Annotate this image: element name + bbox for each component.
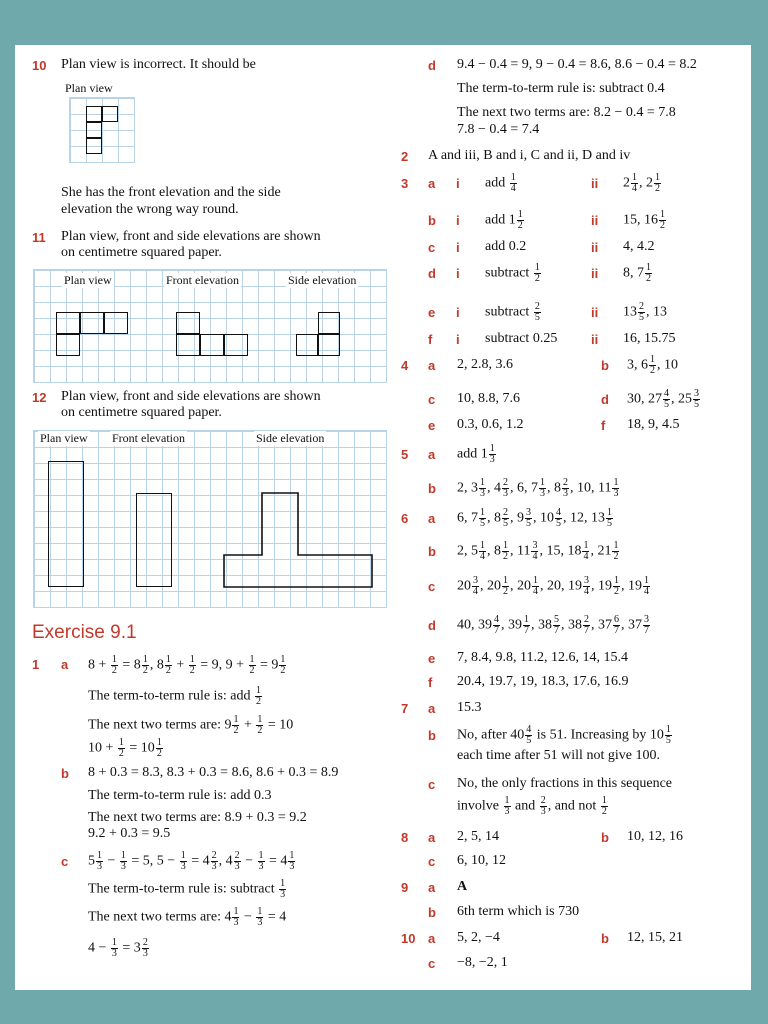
answer-text: A and iii, B and i, C and ii, D and iv [428, 148, 631, 163]
answer-text: 8, 7 $\frac{1}{2}$ [623, 262, 651, 284]
math-line: 5 $\frac{1}{3}$ − $\frac{1}{3}$ = 5, 5 − $\frac{1}{3}$ = 4 $\frac{2}{3}$ , 4 $\frac{2}{3}$ − $\frac{1}{3}$ = 4 $\frac{1}{3}$ [88, 850, 295, 872]
part-label: a [428, 931, 436, 946]
subpart-label: ii [591, 176, 599, 191]
answer-page [15, 45, 751, 990]
next-terms-text: The next two terms are: [88, 717, 221, 733]
rule-text: subtract $\frac{2}{5}$ [485, 301, 540, 323]
answer-text: 15, 16 $\frac{1}{2}$ [623, 209, 665, 231]
part-label: d [428, 58, 436, 73]
question-number: 3 [401, 176, 409, 191]
part-label: b [601, 358, 609, 373]
next-terms-line: The next two terms are: 8.2 − 0.4 = 7.8 [457, 105, 676, 120]
answer-text: 2, 2.8, 3.6 [457, 357, 513, 372]
answer-text: 6, 7 $\frac{1}{5}$ , 8 $\frac{2}{5}$ , 9 $\frac{3}{5}$ , 10 $\frac{4}{5}$ , 12, 13 $\frac{1}{5}$ [457, 507, 612, 529]
answer-text: 5, 2, −4 [457, 930, 500, 945]
square [56, 334, 80, 356]
answer-text: 3, 6 $\frac{1}{2}$ , 10 [627, 354, 678, 376]
grid-label: Side elevation [288, 273, 357, 287]
question-number: 6 [401, 511, 409, 526]
answer-text: 6th term which is 730 [457, 904, 580, 919]
rule-text: The term-to-term rule is: subtract [88, 881, 275, 897]
next-terms-text: The next two terms are: [88, 909, 221, 925]
question-number: 9 [401, 880, 409, 895]
rule-line: The term-to-term rule is: add 0.3 [88, 788, 272, 803]
part-label: c [428, 240, 436, 255]
subpart-label: ii [591, 213, 599, 228]
answer-text: 2, 3 $\frac{1}{3}$ , 4 $\frac{2}{3}$ , 6, 7 $\frac{1}{3}$ , 8 $\frac{2}{3}$ , 10, 11 $\frac{1}{3}$ [457, 477, 619, 499]
part-label: a [428, 880, 436, 895]
question-text: Plan view, front and side elevations are shown [61, 229, 321, 244]
text-span: is 51. Increasing by [536, 727, 647, 743]
part-label: a [428, 511, 436, 526]
part-label: c [428, 854, 436, 869]
part-label: b [428, 905, 436, 920]
part-label: b [428, 481, 436, 496]
rule-text: add 0.2 [485, 239, 527, 254]
answer-text: 10, 12, 16 [627, 829, 683, 844]
part-label: c [428, 777, 436, 792]
square [176, 312, 200, 334]
side-elevation-shape [34, 431, 386, 607]
part-label: d [601, 392, 609, 407]
answer-text: involve $\frac{1}{3}$ and $\frac{2}{3}$ , and not $\frac{1}{2}$ [457, 795, 607, 817]
math-line: 7.8 − 0.4 = 7.4 [457, 122, 540, 137]
rule-word: subtract [485, 304, 530, 320]
answer-text: 13 $\frac{2}{5}$ , 13 [623, 301, 667, 323]
answer-text: 2, 5, 14 [457, 829, 499, 844]
part-label: a [428, 358, 436, 373]
subpart-label: i [456, 240, 460, 255]
question-number: 4 [401, 358, 409, 373]
question-number: 10 [401, 931, 416, 946]
elevations-grid-q12 [33, 430, 387, 608]
grid-label: Plan view [40, 431, 88, 445]
question-number: 11 [32, 230, 46, 245]
question-number: 12 [32, 390, 47, 405]
plan-view-grid [69, 97, 135, 163]
text-span: , and not [547, 798, 597, 814]
grid-label: Front elevation [166, 273, 239, 287]
question-number: 10 [32, 58, 47, 73]
square [56, 312, 80, 334]
part-label: a [428, 176, 436, 191]
square [80, 312, 104, 334]
part-label: f [428, 332, 433, 347]
text-span: involve [457, 798, 499, 814]
answer-text: 20.4, 19.7, 19, 18.3, 17.6, 16.9 [457, 674, 629, 689]
subpart-label: i [456, 266, 460, 281]
square [102, 106, 118, 122]
next-terms-line: The next two terms are: 4 $\frac{1}{3}$ − $\frac{1}{3}$ = 4 [88, 906, 287, 928]
rule-line: The term-to-term rule is: subtract $\frac{1}{3}$ [88, 878, 286, 900]
exercise-title: Exercise 9.1 [32, 622, 137, 643]
part-label: d [428, 618, 436, 633]
rule-text: add $\frac{1}{4}$ [485, 172, 516, 194]
subpart-label: i [456, 176, 460, 191]
square [296, 334, 318, 356]
answer-text: 30, 27 $\frac{4}{5}$ , 25 $\frac{3}{5}$ [627, 388, 699, 410]
math-line: 4 − $\frac{1}{3}$ = 3 $\frac{2}{3}$ [88, 937, 148, 959]
part-label: f [428, 675, 433, 690]
subpart-label: i [456, 213, 460, 228]
part-label: f [601, 418, 606, 433]
question-text: on centimetre squared paper. [61, 245, 222, 260]
rule-word: add [485, 175, 506, 191]
square [318, 334, 340, 356]
next-terms-line: The next two terms are: 9 $\frac{1}{2}$ + $\frac{1}{2}$ = 10 [88, 714, 294, 736]
part-label: a [428, 830, 436, 845]
question-number: 8 [401, 830, 409, 845]
answer-text: 4, 4.2 [623, 239, 655, 254]
answer-text: −8, −2, 1 [457, 955, 508, 970]
answer-text: each time after 51 will not give 100. [457, 748, 660, 763]
answer-text: 6, 10, 12 [457, 853, 506, 868]
question-number: 1 [32, 657, 40, 672]
subpart-label: i [456, 332, 460, 347]
square [86, 138, 102, 154]
rule-text: add 1 $\frac{1}{2}$ [485, 209, 523, 231]
question-text: Plan view, front and side elevations are shown [61, 389, 321, 404]
math-line: 9.2 + 0.3 = 9.5 [88, 826, 171, 841]
part-label: b [601, 931, 609, 946]
answer-text: 15.3 [457, 700, 482, 715]
part-label: e [428, 305, 436, 320]
rule-word: add [457, 446, 478, 462]
square [200, 334, 224, 356]
question-number: 5 [401, 447, 409, 462]
square [224, 334, 248, 356]
part-label: b [428, 213, 436, 228]
part-label: b [61, 766, 69, 781]
subpart-label: ii [591, 332, 599, 347]
answer-text: She has the front elevation and the side [61, 185, 281, 200]
answer-text: No, the only fractions in this sequence [457, 776, 673, 791]
part-label: c [428, 579, 436, 594]
square [86, 106, 102, 122]
part-label: a [428, 447, 436, 462]
square [86, 122, 102, 138]
rule-line: The term-to-term rule is: subtract 0.4 [457, 81, 665, 96]
next-terms-line: The next two terms are: 8.9 + 0.3 = 9.2 [88, 810, 307, 825]
grid-label: Plan view [64, 273, 112, 287]
square [104, 312, 128, 334]
math-line: 8 + $\frac{1}{2}$ = 8 $\frac{1}{2}$ , 8 $\frac{1}{2}$ + $\frac{1}{2}$ = 9, 9 + $\frac{1}{2}$ = 9 $\frac{1}{2}$ [88, 654, 286, 676]
part-label: c [428, 392, 436, 407]
grid-label: Front elevation [112, 431, 185, 445]
math-line: 10 + $\frac{1}{2}$ = 10 $\frac{1}{2}$ [88, 737, 162, 759]
math-line: 9.4 − 0.4 = 9, 9 − 0.4 = 8.6, 8.6 − 0.4 = 8.2 [457, 57, 697, 72]
answer-text: 10, 8.8, 7.6 [457, 391, 520, 406]
elevations-grid-q11 [33, 269, 387, 383]
answer-text: 7, 8.4, 9.8, 11.2, 12.6, 14, 15.4 [457, 650, 628, 665]
answer-text: elevation the wrong way round. [61, 202, 239, 217]
square [318, 312, 340, 334]
answer-text: No, after 40 $\frac{4}{5}$ is 51. Increasing by 10 $\frac{1}{5}$ [457, 724, 671, 746]
answer-text: 12, 15, 21 [627, 930, 683, 945]
part-label: b [428, 544, 436, 559]
square [176, 334, 200, 356]
part-label: c [61, 854, 69, 869]
rule-word: subtract [485, 265, 530, 281]
question-text: on centimetre squared paper. [61, 405, 222, 420]
part-label: e [428, 418, 436, 433]
answer-text: 20 $\frac{3}{4}$ , 20 $\frac{1}{2}$ , 20 $\frac{1}{4}$ , 20, 19 $\frac{3}{4}$ , 19 $\frac{1}{2}$ , 19 $\frac{1}{4}$ [457, 575, 649, 597]
part-label: b [428, 728, 436, 743]
answer-text: 2, 5 $\frac{1}{4}$ , 8 $\frac{1}{2}$ , 11 $\frac{3}{4}$ , 15, 18 $\frac{1}{4}$ , 21 $\frac{1}{2}$ [457, 540, 619, 562]
subpart-label: ii [591, 266, 599, 281]
subpart-label: ii [591, 305, 599, 320]
question-number: 2 [401, 149, 409, 164]
subpart-label: ii [591, 240, 599, 255]
part-label: b [601, 830, 609, 845]
grid-label: Plan view [65, 81, 113, 95]
rule-text: add 1 $\frac{1}{3}$ [457, 443, 495, 465]
part-label: c [428, 956, 436, 971]
answer-text: A [457, 879, 468, 894]
part-label: a [61, 657, 69, 672]
part-label: a [428, 701, 436, 716]
grid-label: Side elevation [256, 431, 325, 445]
answer-text: 18, 9, 4.5 [627, 417, 680, 432]
subpart-label: i [456, 305, 460, 320]
answer-text: 2 $\frac{1}{4}$ , 2 $\frac{1}{2}$ [623, 172, 660, 194]
text-span: and [515, 798, 536, 814]
rule-line: The term-to-term rule is: add $\frac{1}{2}$ [88, 685, 261, 707]
question-number: 7 [401, 701, 409, 716]
answer-text: 16, 15.75 [623, 331, 676, 346]
math-line: 8 + 0.3 = 8.3, 8.3 + 0.3 = 8.6, 8.6 + 0.3 = 8.9 [88, 765, 339, 780]
question-text: Plan view is incorrect. It should be [61, 57, 256, 72]
answer-text: 0.3, 0.6, 1.2 [457, 417, 524, 432]
answer-text: 40, 39 $\frac{4}{7}$ , 39 $\frac{1}{7}$ , 38 $\frac{5}{7}$ , 38 $\frac{2}{7}$ , 37 $\frac{6}{7}$ , 37 $\frac{3}{7}$ [457, 614, 649, 636]
rule-word: add [485, 212, 506, 228]
rule-text: subtract 0.25 [485, 331, 558, 346]
rule-text: The term-to-term rule is: add [88, 688, 251, 704]
part-label: e [428, 651, 436, 666]
rule-text: subtract $\frac{1}{2}$ [485, 262, 540, 284]
part-label: d [428, 266, 436, 281]
text-span: No, after [457, 727, 507, 743]
